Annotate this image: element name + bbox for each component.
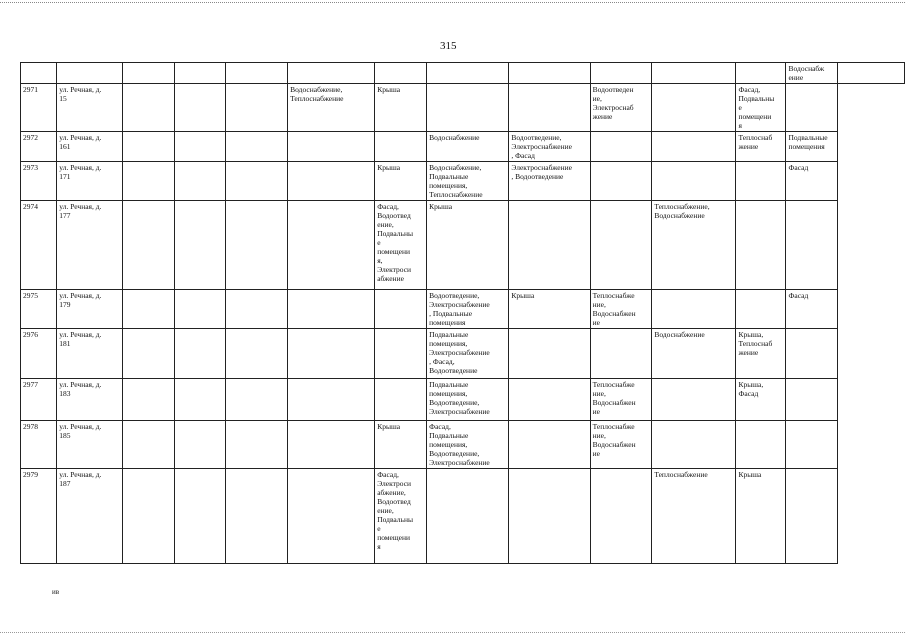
table-cell [590,469,652,564]
table-cell [509,63,590,84]
table-cell [375,63,427,84]
row-number-cell-text: 2971 [23,85,38,94]
table-cell [509,379,590,421]
address-cell-text: ул. Речная, д. 183 [59,380,102,398]
table-cell [786,290,838,329]
table-cell [786,329,838,379]
table-cell [288,379,375,421]
row-number-cell [21,290,57,329]
address-cell-text: ул. Речная, д. 177 [59,202,102,220]
row-number-cell-text: 2975 [23,291,38,300]
table-cell [736,63,786,84]
table-cell [375,201,427,290]
table-cell-text: Подвальные помещения [788,133,828,151]
address-cell-text: ул. Речная, д. 185 [59,422,102,440]
address-cell-text: ул. Речная, д. 187 [59,470,102,488]
table-cell [736,469,786,564]
table-row [21,132,905,162]
table-cell [174,379,225,421]
table-cell [590,132,652,162]
address-cell [57,84,123,132]
address-cell-text: ул. Речная, д. 171 [59,163,102,181]
table-cell [375,132,427,162]
table-cell [427,63,509,84]
row-number-cell-text: 2973 [23,163,38,172]
table-cell [375,290,427,329]
table-cell [590,379,652,421]
table-cell [427,329,509,379]
row-number-cell [21,132,57,162]
table-cell-text: Фасад, Водоотвед ение, Подвальны е помещени я, Электроси абжение [377,202,414,283]
table-cell [652,84,736,132]
table-cell [288,329,375,379]
table-cell [509,201,590,290]
table-cell [174,84,225,132]
row-number-cell [21,201,57,290]
table-cell [509,421,590,469]
table-cell-text: Крыша [429,202,453,211]
table-cell [122,290,174,329]
table-row [21,469,905,564]
table-row [21,162,905,201]
table-cell [225,132,288,162]
table-row [21,379,905,421]
table-cell [786,132,838,162]
works-schedule-table [20,62,905,564]
table-row [21,84,905,132]
table-cell [122,84,174,132]
table-cell [652,162,736,201]
table-cell [174,329,225,379]
table-cell-text: Крыша, Теплоснаб жение [738,330,773,357]
table-cell [427,379,509,421]
table-cell [122,132,174,162]
table-cell-text: Фасад [788,291,809,300]
address-cell [57,132,123,162]
footer-mark: ив [52,588,60,596]
table-cell [427,469,509,564]
table-cell [652,379,736,421]
table-cell-text: Крыша [511,291,535,300]
table-cell-text: Фасад [788,163,809,172]
table-cell [590,421,652,469]
table-cell [174,469,225,564]
table-cell-text: Водоснабжение, Теплоснабжение [290,85,344,103]
address-cell-text: ул. Речная, д. 179 [59,291,102,309]
table-cell-text: Водоснабжение, Подвальные помещения, Теплоснабжение [429,163,483,199]
table-cell [838,63,905,84]
table-cell-text: Теплоснаб жение [738,133,773,151]
table-cell [174,132,225,162]
table-cell [225,84,288,132]
table-cell [786,63,838,84]
table-cell-text: Фасад, Электроси абжение, Водоотвед ение, Подвальны е помещени я [377,470,414,551]
table-cell [652,201,736,290]
address-cell [57,329,123,379]
table-cell-text: Крыша, Фасад [738,380,764,398]
table-cell [786,379,838,421]
table-cell [225,201,288,290]
table-cell [786,162,838,201]
table-cell [786,469,838,564]
table-cell [652,469,736,564]
table-cell-text: Теплоснабже ние, Водоснабжен ие [592,380,636,416]
table-cell [652,290,736,329]
table-cell [427,84,509,132]
table-cell [57,63,123,84]
table-cell-text: Теплоснабжение, Водоснабжение [654,202,710,220]
table-cell [736,290,786,329]
scan-bottom-edge [0,632,905,633]
table-row [21,290,905,329]
table-cell [375,469,427,564]
row-number-cell [21,469,57,564]
table-cell-text: Водоотведение, Электроснабжение , Подвальные помещения [429,291,490,327]
table-cell [225,63,288,84]
table-cell [288,290,375,329]
table-row [21,421,905,469]
table-cell [375,162,427,201]
address-cell-text: ул. Речная, д. 161 [59,133,102,151]
table-cell [786,201,838,290]
table-cell [736,162,786,201]
address-cell [57,290,123,329]
table-cell [122,162,174,201]
row-number-cell-text: 2978 [23,422,38,431]
table-cell [375,84,427,132]
table-cell [122,421,174,469]
table-cell-text: Подвальные помещения, Водоотведение, Электроснабжение [429,380,490,416]
address-cell [57,469,123,564]
table-cell [122,201,174,290]
table-cell-text: Водоотведение, Электроснабжение , Фасад [511,133,572,160]
scan-top-edge [0,2,905,3]
table-row [21,201,905,290]
table-cell-text: Теплоснабже ние, Водоснабжен ие [592,291,636,327]
table-cell-text: Электроснабжение , Водоотведение [511,163,572,181]
table-cell [590,84,652,132]
table-cell [736,201,786,290]
table-cell [786,421,838,469]
table-cell [736,379,786,421]
address-cell-text: ул. Речная, д. 15 [59,85,102,103]
table-cell [427,162,509,201]
table-cell [225,421,288,469]
table-cell [509,84,590,132]
address-cell [57,201,123,290]
table-cell [174,63,225,84]
table-cell [509,290,590,329]
table-cell [427,421,509,469]
table-cell [225,469,288,564]
address-cell [57,421,123,469]
table-cell-text: Водоснабжение [429,133,480,142]
table-cell [590,201,652,290]
table-cell [427,132,509,162]
table-cell [225,162,288,201]
table-cell [427,290,509,329]
row-number-cell [21,329,57,379]
table-cell-text: Крыша [377,85,401,94]
row-number-cell [21,84,57,132]
table-row [21,329,905,379]
row-number-cell [21,421,57,469]
table-cell [122,469,174,564]
table-cell [375,421,427,469]
table-cell [225,379,288,421]
table-cell [652,421,736,469]
table-cell [21,63,57,84]
table-cell [174,201,225,290]
table-cell [652,132,736,162]
table-cell [122,63,174,84]
table-cell [736,421,786,469]
row-number-cell-text: 2979 [23,470,38,479]
table-cell-text: Водоснабжение [654,330,705,339]
row-number-cell [21,379,57,421]
table-cell-text: Крыша [377,163,401,172]
table-cell [288,469,375,564]
table-cell [288,63,375,84]
table-cell [736,329,786,379]
table-cell [590,290,652,329]
table-cell [174,421,225,469]
table-cell [288,421,375,469]
table-cell [652,63,736,84]
table-cell [652,329,736,379]
table-cell-text: Фасад, Подвальны е помещени я [738,85,775,130]
table-cell [122,329,174,379]
address-cell [57,379,123,421]
table-cell [288,84,375,132]
table-cell [590,329,652,379]
table-cell-text: Водоотведен ие, Электроснаб жение [592,85,634,121]
table-cell-text: Крыша [377,422,401,431]
table-cell [786,84,838,132]
table-cell-text: Крыша [738,470,762,479]
table-cell [288,132,375,162]
row-number-cell-text: 2974 [23,202,38,211]
table-cell [509,132,590,162]
table-cell [375,329,427,379]
table-cell [174,162,225,201]
page-number: 315 [440,40,457,52]
table-cell [590,162,652,201]
table-cell-text: Водоснабж ение [788,64,825,82]
table-cell-text: Фасад, Подвальные помещения, Водоотведение, Электроснабжение [429,422,490,467]
table-cell [590,63,652,84]
table-cell [509,469,590,564]
table-cell [122,379,174,421]
row-number-cell-text: 2977 [23,380,38,389]
row-number-cell-text: 2976 [23,330,38,339]
row-number-cell-text: 2972 [23,133,38,142]
table-cell [375,379,427,421]
table-cell [509,329,590,379]
table-cell [225,329,288,379]
table-cell-text: Подвальные помещения, Электроснабжение , Фасад, Водоотведение [429,330,490,375]
table-cell [427,201,509,290]
address-cell [57,162,123,201]
table-row [21,63,905,84]
table-cell [736,84,786,132]
table-cell-text: Теплоснабжение [654,470,708,479]
table-cell [288,201,375,290]
table-cell-text: Теплоснабже ние, Водоснабжен ие [592,422,636,458]
table-cell [174,290,225,329]
table-cell [225,290,288,329]
row-number-cell [21,162,57,201]
table-cell [509,162,590,201]
table-cell [736,132,786,162]
table-cell [288,162,375,201]
address-cell-text: ул. Речная, д. 181 [59,330,102,348]
